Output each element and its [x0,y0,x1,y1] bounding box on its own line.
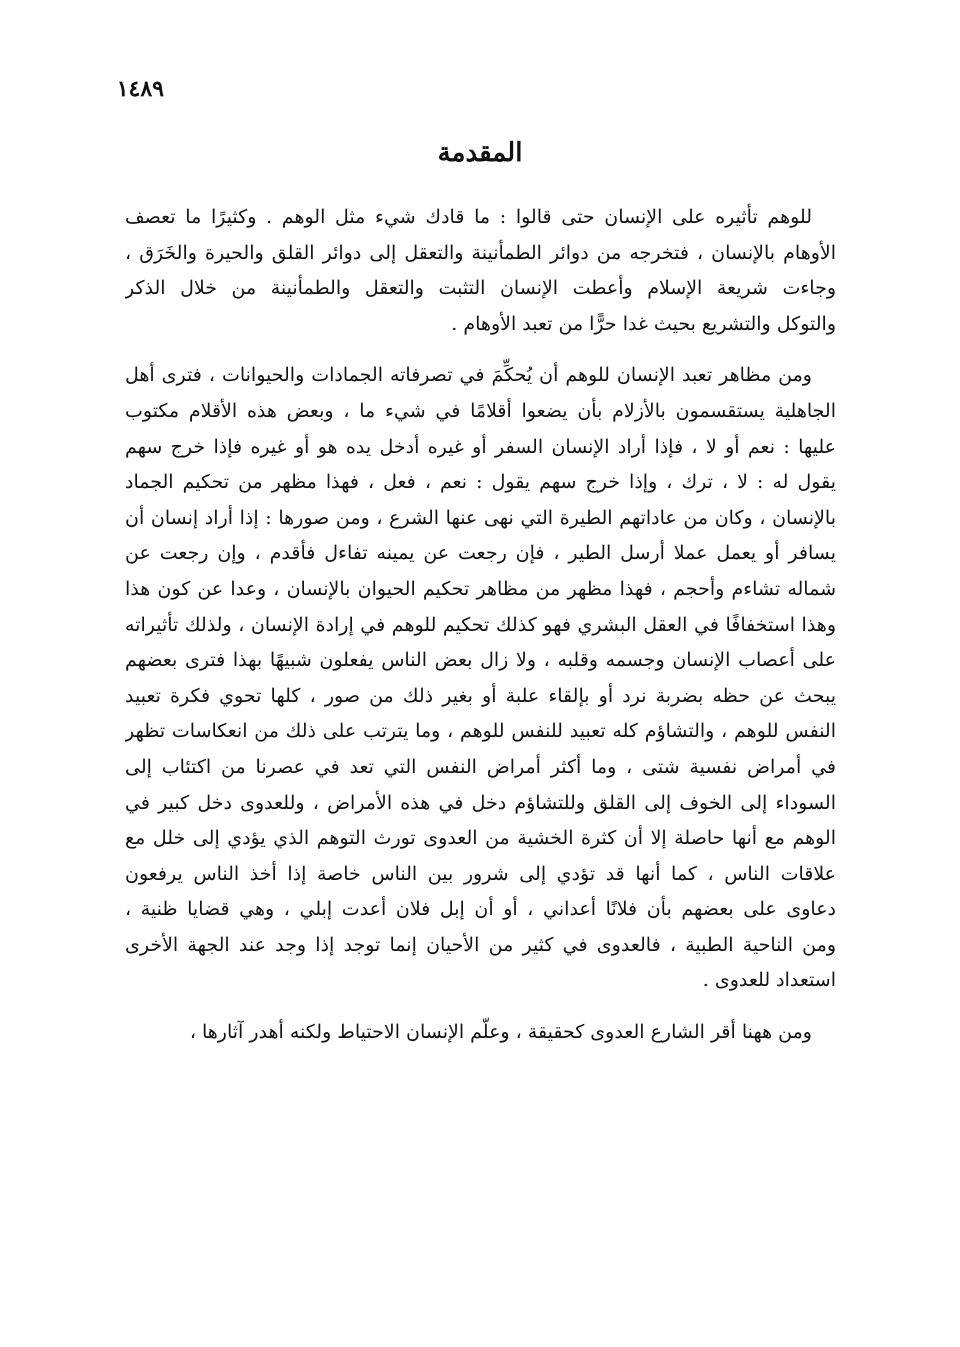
text-line: ومن ههنا أقر الشارع العدوى كحقيقة ، وعلّم الإنسان الاحتياط ولكنه أهدر آثارها ، [189,1021,812,1044]
page-title: المقدمة [437,138,523,168]
text-line: يبحث عن حظه بضربة نرد أو بإلقاء علبة أو بغير ذلك من صور ، كلها تحوي فكرة تعبيد [125,684,836,707]
text-line: يقول له : لا ، ترك ، وإذا خرج سهم يقول : نعم ، فعل ، فهذا مظهر من تحكيم الجماد [125,471,836,494]
text-line: والتوكل والتشريع بحيث غدا حرًّا من تعبد الأوهام . [451,312,836,335]
text-line: للوهم تأثيره على الإنسان حتى قالوا : ما قادك شيء مثل الوهم . وكثيرًا ما تعصف [125,206,812,228]
text-line: عليها : نعم أو لا ، فإذا أراد الإنسان السفر أو غيره أدخل يده هو أو غيره فإذا خرج سهم [125,435,836,458]
text-line: الوهم مع أنها حاصلة إلا أن كثرة الخشية من العدوى تورث التوهم الذي يؤدي إلى خلل مع [125,827,836,850]
text-line: الجاهلية يستقسمون بالأزلام بأن يضعوا أقلامًا في شيء ما ، وبعض هذه الأقلام مكتوب [125,399,836,422]
text-line: الأوهام بالإنسان ، فتخرجه من دوائر الطمأنينة والتعقل إلى دوائر القلق والحيرة والخَرَق ، [125,241,836,264]
text-line: يسافر أو يعمل عملا أرسل الطير ، فإن رجعت عن يمينه تفاءل فأقدم ، وإن رجعت عن [125,542,836,565]
body-text [125,200,860,1067]
text-line: استعداد للعدوى . [702,969,836,992]
text-line: النفس للوهم ، والتشاؤم كله تعبيد للنفس للوهم ، وما يترتب على ذلك من انعكاسات تظهر [125,720,836,743]
paragraph-2 [125,358,860,999]
paragraph-3 [125,1015,860,1051]
text-line: وهذا استخفافًا في العقل البشري فهو كذلك تحكيم للوهم في إرادة الإنسان ، ولذلك تأثيراته [125,613,836,636]
text-line: على أعصاب الإنسان وجسمه وقلبه ، ولا زال بعض الناس يفعلون شبيهًا بهذا فترى بعضهم [125,649,836,672]
paragraph-1 [125,200,860,342]
text-line: شماله تشاءم وأحجم ، فهذا مظهر من مظاهر تحكيم الحيوان بالإنسان ، وعدا عن كون هذا [125,577,836,600]
text-line: وجاءت شريعة الإسلام وأعطت الإنسان التثبت والتعقل والطمأنينة من خلال الذكر [125,277,836,300]
text-line: في أمراض نفسية شتى ، وما أكثر أمراض النفس التي تعد في عصرنا من اكتئاب إلى [125,755,836,778]
text-line: بالإنسان ، وكان من عاداتهم الطيرة التي نهى عنها الشرع ، ومن صورها : إذا أراد إنسان أن [125,506,836,529]
text-line: ومن الناحية الطبية ، فالعدوى في كثير من الأحيان إنما توجد إذا وجد عند الجهة الأخرى [125,933,836,956]
page-number: ١٤٨٩ [116,76,164,102]
text-line: ومن مظاهر تعبد الإنسان للوهم أن يُحكِّمَ في تصرفاته الجمادات والحيوانات ، فترى أهل [125,364,812,387]
text-line: علاقات الناس ، كما أنها قد تؤدي إلى شرور بين الناس خاصة إذا أخذ الناس يرفعون [125,862,836,885]
text-line: السوداء إلى الخوف إلى القلق وللتشاؤم دخل في هذه الأمراض ، وللعدوى دخل كبير في [125,791,836,814]
text-line: دعاوى على بعضهم بأن فلانًا أعداني ، أو أن إبل فلان أعدت إبلي ، وهي قضايا ظنية ، [125,898,836,921]
